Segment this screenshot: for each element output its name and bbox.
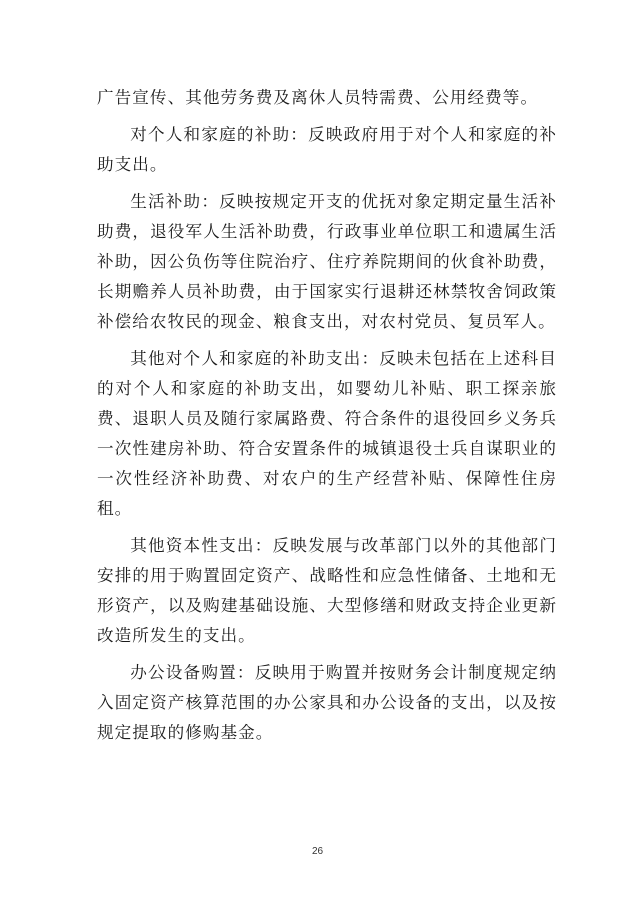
paragraph-personal-family-subsidy: 对个人和家庭的补助：反映政府用于对个人和家庭的补助支出。: [97, 125, 557, 174]
page-number: 26: [311, 846, 324, 857]
paragraph-other-personal-subsidy: 其他对个人和家庭的补助支出：反映未包括在上述科目的对个人和家庭的补助支出，如婴幼儿补贴、职工探亲旅费、退职人员及随行家属路费、符合条件的退役回乡义务兵一次性建房补助、符合安置条件的城镇退役士兵自谋职业的一次性经济补助费、对农户的生产经营补贴、保障性住房租。: [97, 349, 557, 518]
paragraph-continuation: 广告宣传、其他劳务费及离休人员特需费、公用经费等。: [97, 88, 539, 107]
paragraph-office-equipment-purchase: 办公设备购置：反映用于购置并按财务会计制度规定纳入固定资产核算范围的办公家具和办公设备的支出，以及按规定提取的修购基金。: [97, 663, 557, 742]
body-text: [97, 83, 557, 755]
paragraph-other-capital-expenditure: 其他资本性支出：反映发展与改革部门以外的其他部门安排的用于购置固定资产、战略性和应急性储备、土地和无形资产，以及购建基础设施、大型修缮和财政支持企业更新改造所发生的支出。: [97, 536, 557, 645]
paragraph-living-subsidy: 生活补助：反映按规定开支的优抚对象定期定量生活补助费，退役军人生活补助费，行政事业单位职工和遗属生活补助，因公负伤等住院治疗、住疗养院期间的伙食补助费，长期赡养人员补助费，由于国家实行退耕还林禁牧舍饲政策补偿给农牧民的现金、粮食支出，对农村党员、复员军人。: [97, 192, 557, 331]
